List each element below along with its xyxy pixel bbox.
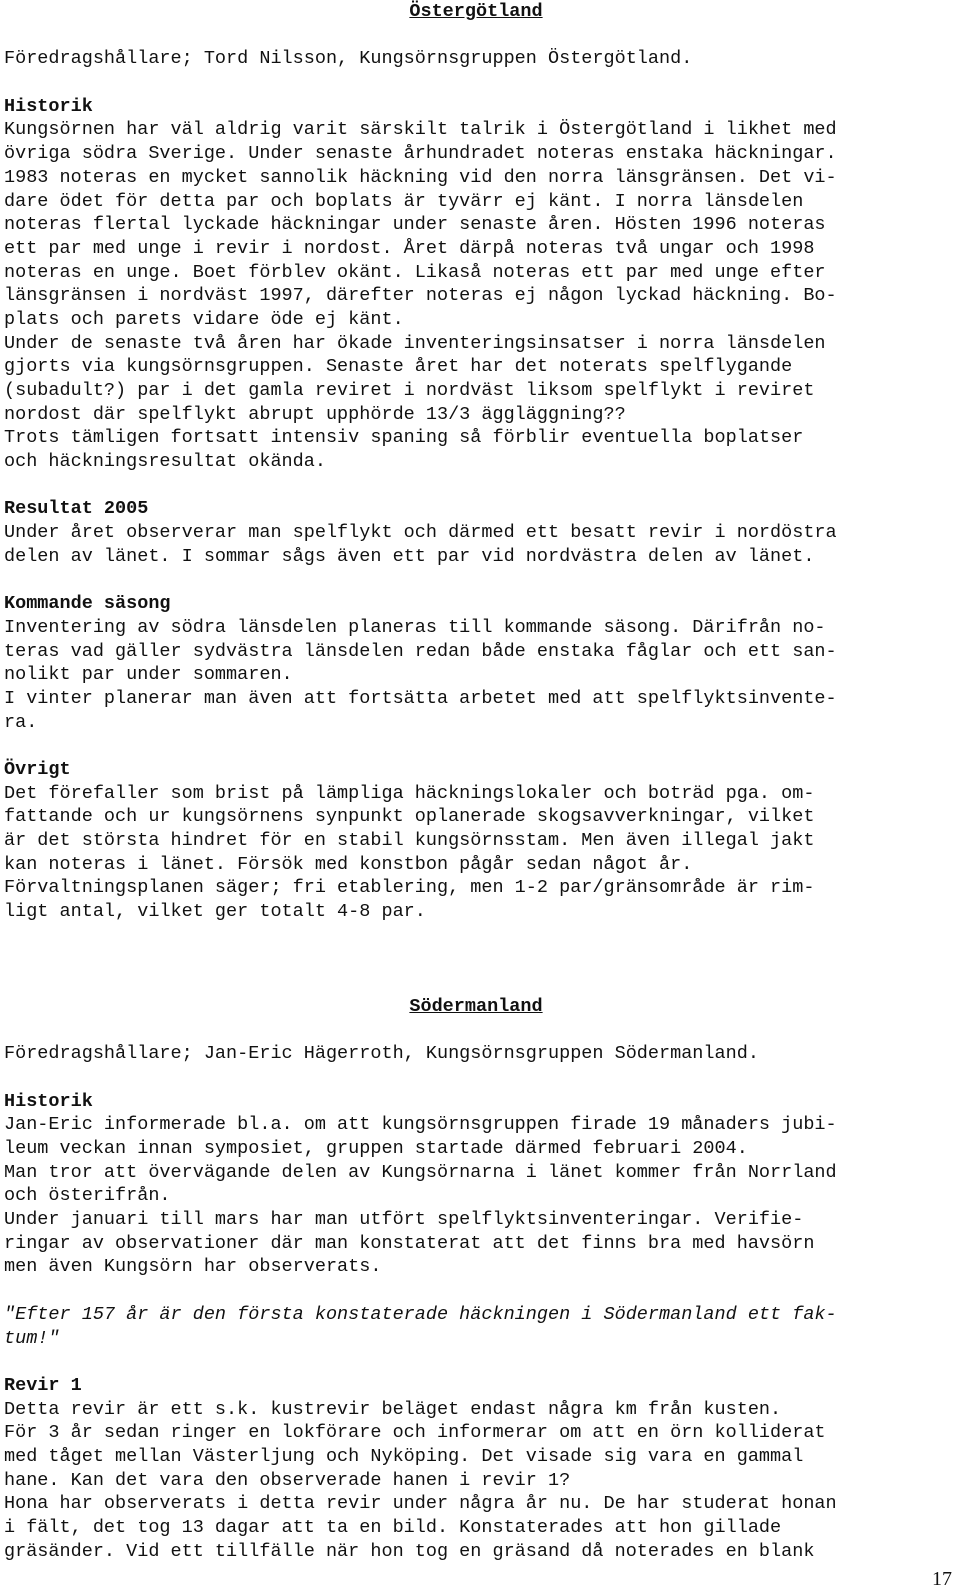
spacer <box>4 734 948 758</box>
heading-kommande-sasong: Kommande säsong <box>4 593 171 615</box>
page-number: 17 <box>932 1568 952 1590</box>
text-line: Detta revir är ett s.k. kustrevir beläget endast några km från kusten. <box>4 1398 782 1420</box>
text-line: men även Kungsörn har observerats. <box>4 1256 382 1278</box>
text-line: i fält, det tog 13 dagar att ta en bild. Konstaterades att hon gillade <box>4 1517 782 1538</box>
heading-ovrigt: Övrigt <box>4 759 71 780</box>
speaker-line: Föredragshållare; Tord Nilsson, Kungsörnsgruppen Östergötland. <box>4 48 693 70</box>
spacer <box>4 1279 948 1303</box>
text-line: nordost där spelflykt abrupt upphörde 13/3 äggläggning?? <box>4 403 626 425</box>
text-line: gräsänder. Vid ett tillfälle när hon tog en gräsand då noterades en blank <box>4 1540 815 1562</box>
text-line: 1983 noteras en mycket sannolik häckning vid den norra länsgränsen. Det vi- <box>4 166 837 188</box>
text-line: och österifrån. <box>4 1185 171 1207</box>
ovrigt-paragraph <box>4 782 948 924</box>
text-line: kan noteras i länet. Försök med konstbon pågår sedan något år. <box>4 853 693 875</box>
kommande-paragraph <box>4 616 948 734</box>
spacer <box>4 971 948 995</box>
historik-paragraph <box>4 1113 948 1279</box>
spacer <box>4 1019 948 1043</box>
text-line: Det förefaller som brist på lämpliga häckningslokaler och boträd pga. om- <box>4 782 815 804</box>
spacer <box>4 24 948 48</box>
spacer <box>4 1066 948 1090</box>
text-line: och häckningsresultat okända. <box>4 451 326 473</box>
text-line: övriga södra Sverige. Under senaste århundradet noteras enstaka häckningar. <box>4 143 837 165</box>
text-line: ringar av observationer där man konstaterat att det finns bra med havsörn <box>4 1232 815 1254</box>
document-page <box>4 0 948 1563</box>
text-line: Trots tämligen fortsatt intensiv spaning så förblir eventuella boplatser <box>4 427 804 449</box>
text-line: Jan-Eric informerade bl.a. om att kungsörnsgruppen firade 19 månaders jubi- <box>4 1114 837 1136</box>
heading-historik: Historik <box>4 1090 93 1112</box>
text-line: med tåget mellan Västerljung och Nyköping. Det visade sig vara en gammal <box>4 1445 804 1467</box>
revir-1-paragraph <box>4 1398 948 1564</box>
text-line: noteras en unge. Boet förblev okänt. Likaså noteras ett par med unge efter <box>4 261 826 283</box>
speaker-line: Föredragshållare; Jan-Eric Hägerroth, Kungsörnsgruppen Södermanland. <box>4 1043 759 1065</box>
text-line: Kungsörnen har väl aldrig varit särskilt talrik i Östergötland i likhet med <box>4 119 837 141</box>
spacer <box>4 569 948 593</box>
text-line: är det största hindret för en stabil kungsörnsstam. Men även illegal jakt <box>4 830 815 852</box>
text-line: gjorts via kungsörnsgruppen. Senaste året har det noterats spelflygande <box>4 356 793 378</box>
quote-paragraph <box>4 1303 948 1350</box>
text-line: Under året observerar man spelflykt och därmed ett besatt revir i nordöstra <box>4 522 837 544</box>
text-line: ett par med unge i revir i nordost. Året därpå noteras två ungar och 1998 <box>4 237 815 259</box>
text-line: delen av länet. I sommar sågs även ett par vid nordvästra delen av länet. <box>4 545 815 567</box>
spacer <box>4 71 948 95</box>
text-line: För 3 år sedan ringer en lokförare och informerar om att en örn kolliderat <box>4 1422 826 1444</box>
heading-resultat: Resultat 2005 <box>4 498 149 520</box>
text-line: Man tror att övervägande delen av Kungsörnarna i länet kommer från Norrland <box>4 1161 837 1183</box>
spacer <box>4 474 948 498</box>
text-line: teras vad gäller sydvästra länsdelen redan både enstaka fåglar och ett san- <box>4 640 837 662</box>
quote-line: "Efter 157 år är den första konstaterade häckningen i Södermanland ett fak- <box>4 1303 837 1325</box>
text-line: Hona har observerats i detta revir under några år nu. De har studerat honan <box>4 1493 837 1515</box>
text-line: länsgränsen i nordväst 1997, därefter noteras ej någon lyckad häckning. Bo- <box>4 285 837 307</box>
text-line: ra. <box>4 711 38 733</box>
text-line: I vinter planerar man även att fortsätta arbetet med att spelflyktsinvente- <box>4 687 837 709</box>
text-line: nolikt par under sommaren. <box>4 664 293 686</box>
text-line: Inventering av södra länsdelen planeras till kommande säsong. Därifrån no- <box>4 616 826 638</box>
text-line: (subadult?) par i det gamla reviret i nordväst liksom spelflykt i reviret <box>4 380 815 401</box>
text-line: leum veckan innan symposiet, gruppen startade därmed februari 2004. <box>4 1138 748 1159</box>
heading-historik: Historik <box>4 95 93 117</box>
text-line: fattande och ur kungsörnens synpunkt oplanerade skogsavverkningar, vilket <box>4 806 815 828</box>
text-line: hane. Kan det vara den observerade hanen i revir 1? <box>4 1469 571 1491</box>
section-title-sodermanland: Södermanland <box>409 995 543 1017</box>
text-line: noteras flertal lyckade häckningar under senaste åren. Hösten 1996 noteras <box>4 214 826 236</box>
spacer <box>4 948 948 972</box>
heading-revir-1: Revir 1 <box>4 1374 82 1396</box>
quote-line: tum!" <box>4 1327 60 1349</box>
text-line: ligt antal, vilket ger totalt 4-8 par. <box>4 901 426 923</box>
text-line: Förvaltningsplanen säger; fri etablering, men 1-2 par/gränsområde är rim- <box>4 877 815 899</box>
spacer <box>4 924 948 948</box>
text-line: Under de senaste två åren har ökade inventeringsinsatser i norra länsdelen <box>4 332 826 354</box>
spacer <box>4 1350 948 1374</box>
text-line: Under januari till mars har man utfört spelflyktsinventeringar. Verifie- <box>4 1209 804 1231</box>
text-line: plats och parets vidare öde ej känt. <box>4 308 404 330</box>
section-title-ostergotland: Östergötland <box>409 1 543 22</box>
text-line: dare ödet för detta par och boplats är tyvärr ej känt. I norra länsdelen <box>4 190 804 212</box>
resultat-paragraph <box>4 521 948 568</box>
historik-paragraph <box>4 118 948 473</box>
